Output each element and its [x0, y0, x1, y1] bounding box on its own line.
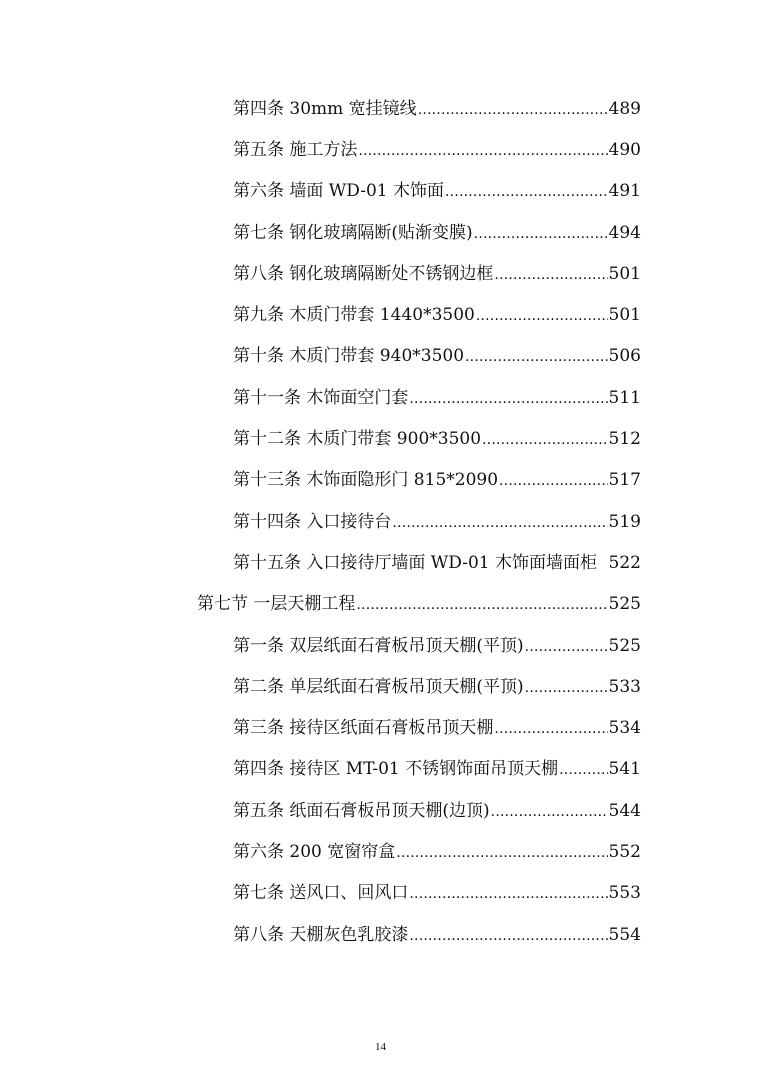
toc-entry-title: 第十二条 木质门带套 900*3500 [233, 429, 482, 450]
toc-entry-title: 第一条 双层纸面石膏板吊顶天棚(平顶) [233, 635, 524, 656]
toc-entry-page-number: 522 [608, 552, 641, 573]
toc-dot-leader [418, 98, 608, 120]
toc-dot-leader [396, 841, 607, 863]
toc-entry[interactable] [0, 873, 641, 914]
toc-entry-title: 第六条 200 宽窗帘盒 [233, 841, 396, 862]
toc-entry[interactable] [0, 707, 641, 748]
toc-entry-page-number: 494 [608, 222, 641, 243]
toc-entry-title: 第十条 木质门带套 940*3500 [233, 346, 465, 367]
toc-entry-page-number: 553 [608, 883, 641, 904]
toc-dot-leader [392, 511, 607, 533]
toc-entry[interactable] [0, 418, 641, 459]
toc-entry-title: 第六条 墙面 WD-01 木饰面 [233, 181, 445, 202]
toc-dot-leader [409, 387, 607, 409]
toc-entry-title: 第八条 钢化玻璃隔断处不锈钢边框 [233, 263, 494, 284]
toc-entry-page-number: 541 [608, 759, 641, 780]
toc-entry-title: 第十一条 木饰面空门套 [233, 387, 409, 408]
toc-entry-page-number: 511 [608, 387, 641, 408]
toc-entry-page-number: 533 [608, 676, 641, 697]
toc-entry-title: 第四条 30mm 宽挂镜线 [233, 98, 417, 119]
toc-entry-page-number: 552 [608, 841, 641, 862]
toc-entry-title: 第八条 天棚灰色乳胶漆 [233, 924, 409, 945]
toc-dot-leader [598, 552, 608, 574]
toc-entry-title: 第十五条 入口接待厅墙面 WD-01 木饰面墙面柜 [233, 552, 598, 573]
toc-entry-title: 第十四条 入口接待台 [233, 511, 392, 532]
toc-entry[interactable] [0, 625, 641, 666]
toc-entry-page-number: 491 [608, 181, 641, 202]
page-number: 14 [375, 1041, 386, 1053]
toc-entry[interactable] [0, 253, 641, 294]
toc-dot-leader [409, 924, 607, 946]
toc-entry[interactable] [0, 88, 641, 129]
toc-entry[interactable] [0, 790, 641, 831]
toc-entry-title: 第三条 接待区纸面石膏板吊顶天棚 [233, 718, 494, 739]
toc-dot-leader [559, 758, 607, 780]
toc-entry-page-number: 525 [608, 594, 641, 615]
toc-entry[interactable] [0, 212, 641, 253]
toc-entry-page-number: 544 [608, 800, 641, 821]
toc-dot-leader [358, 139, 607, 161]
toc-entry-page-number: 489 [608, 98, 641, 119]
toc-entry-title: 第七条 钢化玻璃隔断(贴渐变膜) [233, 222, 473, 243]
toc-entry[interactable] [0, 460, 641, 501]
toc-dot-leader [494, 263, 607, 285]
toc-entry[interactable] [0, 666, 641, 707]
toc-entry[interactable] [0, 377, 641, 418]
toc-dot-leader [482, 428, 608, 450]
toc-entry-page-number: 554 [608, 924, 641, 945]
toc-entry-page-number: 525 [608, 635, 641, 656]
toc-entry-title: 第七节 一层天棚工程 [197, 594, 356, 615]
toc-entry-title: 第五条 施工方法 [233, 139, 358, 160]
toc-entry-page-number: 506 [608, 346, 641, 367]
toc-dot-leader [499, 469, 608, 491]
toc-entry-title: 第七条 送风口、回风口 [233, 883, 409, 904]
toc-entry-page-number: 501 [608, 305, 641, 326]
toc-dot-leader [525, 635, 608, 657]
toc-entry[interactable] [0, 171, 641, 212]
toc-entry-page-number: 519 [608, 511, 641, 532]
toc-entry[interactable] [0, 831, 641, 872]
toc-entry[interactable] [0, 129, 641, 170]
toc-dot-leader [409, 882, 607, 904]
toc-entry-title: 第九条 木质门带套 1440*3500 [233, 305, 475, 326]
table-of-contents [0, 88, 761, 955]
toc-entry[interactable] [0, 749, 641, 790]
toc-dot-leader [356, 593, 607, 615]
toc-entry[interactable] [0, 294, 641, 335]
toc-dot-leader [494, 717, 607, 739]
toc-entry-page-number: 517 [608, 470, 641, 491]
toc-entry-title: 第四条 接待区 MT-01 不锈钢饰面吊顶天棚 [233, 759, 559, 780]
toc-dot-leader [491, 800, 608, 822]
toc-entry-page-number: 501 [608, 263, 641, 284]
toc-dot-leader [476, 304, 608, 326]
toc-entry[interactable] [0, 501, 641, 542]
toc-entry-title: 第十三条 木饰面隐形门 815*2090 [233, 470, 499, 491]
toc-dot-leader [474, 222, 608, 244]
toc-entry-page-number: 534 [608, 718, 641, 739]
toc-dot-leader [465, 345, 608, 367]
toc-entry-page-number: 512 [608, 429, 641, 450]
toc-entry[interactable] [0, 914, 641, 955]
toc-section-heading[interactable] [0, 584, 641, 625]
toc-entry-title: 第五条 纸面石膏板吊顶天棚(边顶) [233, 800, 490, 821]
toc-entry-title: 第二条 单层纸面石膏板吊顶天棚(平顶) [233, 676, 524, 697]
toc-dot-leader [445, 180, 608, 202]
toc-entry[interactable] [0, 336, 641, 377]
toc-entry[interactable] [0, 542, 641, 583]
toc-dot-leader [525, 676, 608, 698]
toc-entry-page-number: 490 [608, 139, 641, 160]
